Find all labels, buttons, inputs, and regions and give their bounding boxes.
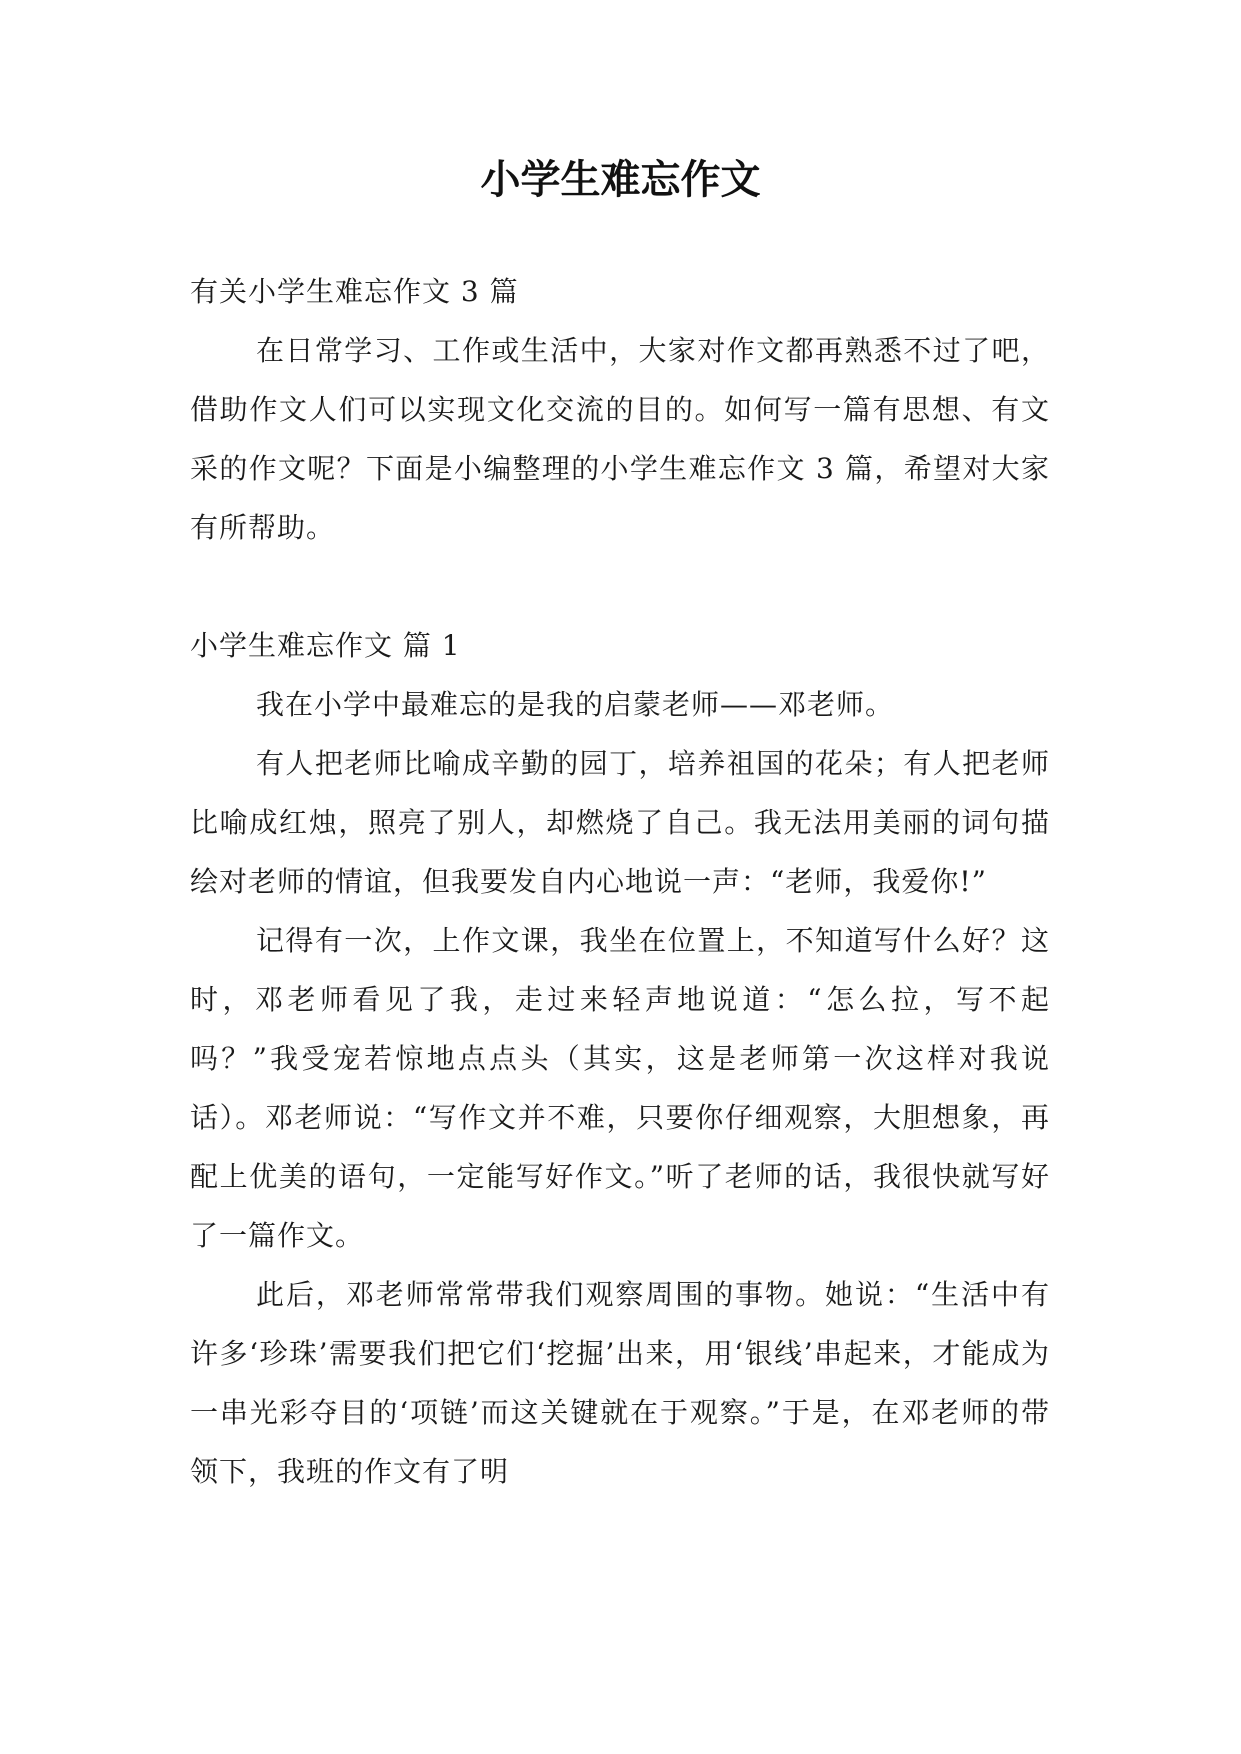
section-1-heading: 小学生难忘作文 篇 1 [190, 629, 461, 662]
document-title: 小学生难忘作文 [480, 157, 761, 203]
section-1-paragraph-4: 此后，邓老师常常带我们观察周围的事物。她说：“生活中有许多‘珍珠’需要我们把它们‘挖掘’出来，用‘银线’串起来，才能成为一串光彩夺目的‘项链’而这关键就在于观察。”于是，在邓老师的带领下，我班的作文有了明 [190, 1278, 1050, 1488]
section-spacer [190, 557, 1050, 616]
intro-paragraph: 在日常学习、工作或生活中，大家对作文都再熟悉不过了吧，借助作文人们可以实现文化交流的目的。如何写一篇有思想、有文采的作文呢？下面是小编整理的小学生难忘作文 3 篇，希望对大家有所帮助。 [190, 334, 1050, 544]
document-body [190, 262, 1050, 1501]
section-1-paragraph-2: 有人把老师比喻成辛勤的园丁，培养祖国的花朵；有人把老师比喻成红烛，照亮了别人，却燃烧了自己。我无法用美丽的词句描绘对老师的情谊，但我要发自内心地说一声：“老师，我爱你!” [190, 747, 1050, 898]
section-1-paragraph-3: 记得有一次，上作文课，我坐在位置上，不知道写什么好？这时，邓老师看见了我，走过来轻声地说道：“怎么拉，写不起吗？”我受宠若惊地点点头（其实，这是老师第一次这样对我说话）。邓老师说：“写作文并不难，只要你仔细观察，大胆想象，再配上优美的语句，一定能写好作文。”听了老师的话，我很快就写好了一篇作文。 [190, 924, 1050, 1252]
section-1-paragraph-1: 我在小学中最难忘的是我的启蒙老师——邓老师。 [256, 688, 895, 721]
intro-heading: 有关小学生难忘作文 3 篇 [190, 275, 519, 308]
